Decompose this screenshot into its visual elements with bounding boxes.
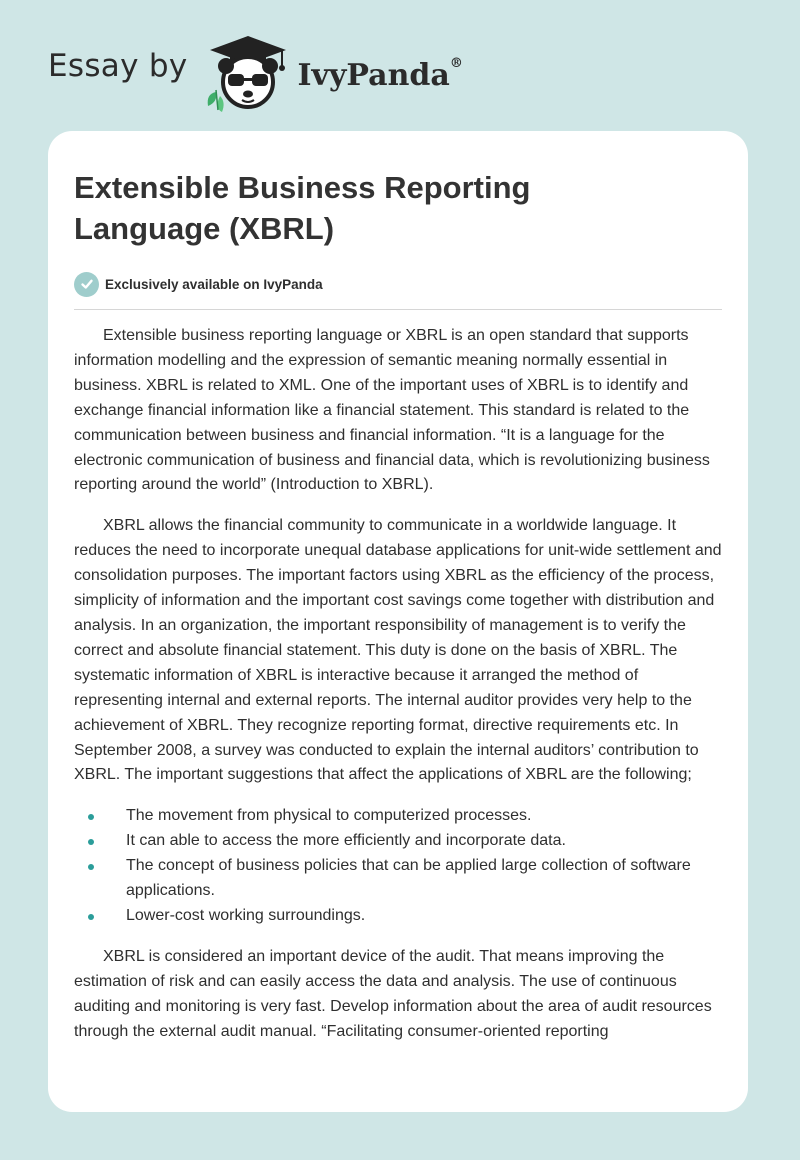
essay-by-label: Essay by (48, 48, 188, 84)
essay-card (48, 131, 748, 1112)
brand-name[interactable] (297, 55, 463, 93)
paragraph: XBRL allows the financial community to communicate in a worldwide language. It reduces the need to incorporate unequal database applications for unit-wide settlement and consolidation purposes. The important factors using XBRL as the efficiency of the process, simplicity of information and the important cost savings come together with distribution and analysis. In an organization, the important responsibility of management is to verify the correct and absolute financial statement. This duty is done on the basis of XBRL. The systematic information of XBRL is interactive because it arranged the method of representing internal and external reports. The internal auditor provides very help to the achievement of XBRL. They recognize reporting format, directive requirements etc. In September 2008, a survey was conducted to explain the internal auditors’ contribution to XBRL. The important suggestions that affect the applications of XBRL are the following; (74, 517, 722, 784)
list-item: The movement from physical to computerized processes. (74, 804, 722, 829)
bullet-list (74, 804, 722, 929)
exclusive-badge (74, 271, 722, 297)
list-item: Lower-cost working surroundings. (74, 904, 722, 929)
divider (74, 309, 722, 310)
site-header (48, 32, 463, 112)
exclusive-badge-label: Exclusively available on IvyPanda (105, 276, 323, 292)
paragraph: XBRL is considered an important device of the audit. That means improving the estimation of risk and can easily access the data and analysis. The use of continuous auditing and monitoring is very fast. Develop information about the area of audit resources through the external audit manual. “Facilitating consumer-oriented reporting (74, 947, 712, 1040)
brand-text: IvyPanda (297, 57, 450, 93)
essay-body (74, 324, 722, 1044)
list-item: It can able to access the more efficiently and incorporate data. (74, 829, 722, 854)
page-title: Extensible Business Reporting Language (XBRL) (74, 170, 531, 246)
panda-graduate-logo-icon[interactable] (202, 32, 294, 112)
checkmark-icon (74, 272, 99, 297)
paragraph: Extensible business reporting language or XBRL is an open standard that supports information modelling and the expression of semantic meaning normally essential in business. XBRL is related to XML. One of the important uses of XBRL is to identify and exchange financial information like a financial statement. This standard is related to the communication between business and financial information. “It is a language for the electronic communication of business and financial data, which is revolutionizing business reporting around the world” (Introduction to XBRL). (74, 327, 710, 494)
list-item: The concept of business policies that can be applied large collection of software applications. (74, 854, 722, 904)
registered-mark: ® (449, 55, 463, 71)
